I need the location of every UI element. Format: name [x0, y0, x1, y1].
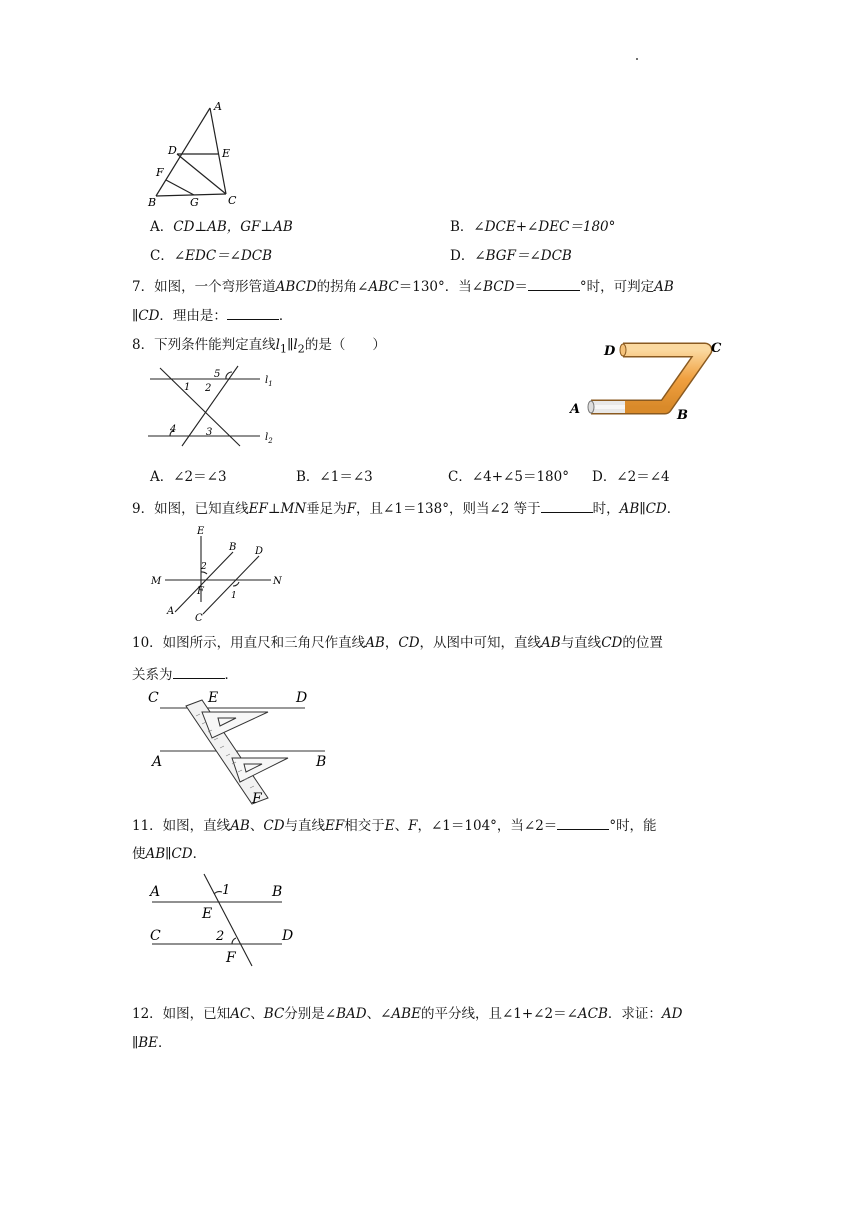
q8-label-5: 5 — [214, 369, 221, 380]
q8-option-c[interactable]: C．∠4+∠5＝180° — [448, 469, 569, 485]
q8-label-2: 2 — [205, 383, 212, 394]
q10-label-f: F — [252, 791, 262, 807]
q8-label-1: 1 — [184, 382, 191, 393]
q12-line2: ∥BE． — [132, 1035, 172, 1051]
q9-label-b: B — [229, 542, 237, 553]
q11-line1: 11．如图，直线AB、CD与直线EF相交于E、F，∠1＝104°，当∠2＝ °时，能 — [132, 815, 657, 835]
q8-stem: 8．下列条件能判定直线$l_1\parallel l_2$的是（ ） — [132, 337, 386, 356]
q10-line2: 关系为 ． — [132, 664, 238, 684]
q11-label-d: D — [282, 928, 294, 944]
q11-label-b: B — [272, 884, 283, 900]
q11-label-a: A — [150, 884, 161, 900]
q6-label-d: D — [168, 144, 177, 157]
q11-label-2: 2 — [216, 929, 225, 944]
q10-label-e: E — [208, 690, 219, 706]
q11-line2: 使AB∥CD． — [132, 846, 207, 862]
q7-line1: 7．如图，一个弯形管道ABCD的拐角∠ABC＝130°．当∠BCD＝ °时，可判定AB — [132, 276, 674, 296]
q7-answer-blank-1[interactable] — [528, 276, 580, 291]
q6-option-c[interactable]: C．∠EDC＝∠DCB — [150, 248, 273, 264]
page-dot — [636, 58, 638, 60]
q7-label-a: A — [570, 402, 581, 417]
q6-label-g: G — [190, 196, 199, 208]
q11-label-c: C — [150, 928, 161, 944]
q6-label-a: A — [214, 100, 222, 113]
q6-label-e: E — [222, 147, 231, 160]
q6-option-d[interactable]: D．∠BGF＝∠DCB — [450, 248, 572, 264]
q6-label-c: C — [228, 194, 237, 207]
q6-label-f: F — [156, 166, 164, 179]
q9-figure — [145, 522, 295, 622]
q11-answer-blank[interactable] — [557, 815, 609, 830]
q7-pipe-figure — [565, 335, 735, 430]
q9-answer-blank[interactable] — [541, 498, 593, 513]
q9-stem: 9．如图，已知直线EF⊥MN垂足为F，且∠1＝138°，则当∠2 等于 时，AB∥CD． — [132, 498, 680, 518]
q10-label-a: A — [152, 754, 163, 770]
q6-option-b[interactable]: B．∠DCE+∠DEC＝180° — [450, 219, 616, 235]
q10-line1: 10．如图所示，用直尺和三角尺作直线AB，CD，从图中可知，直线AB与直线CD的位置 — [132, 635, 663, 651]
q7-label-d: D — [604, 344, 616, 359]
q8-label-l2: $l_2$ — [265, 432, 273, 445]
q8-label-3: 3 — [206, 427, 213, 438]
q7-line2: ∥CD．理由是： ． — [132, 305, 292, 325]
q8-option-a[interactable]: A．∠2＝∠3 — [150, 469, 227, 485]
q10-ruler-figure — [140, 686, 340, 808]
q9-label-f: F — [197, 586, 204, 597]
q8-label-4: 4 — [170, 424, 177, 435]
q9-label-a: A — [167, 606, 175, 617]
q9-label-2: 2 — [201, 562, 207, 572]
q6-option-a[interactable]: A．CD⊥AB，GF⊥AB — [150, 219, 293, 235]
q12-line1: 12．如图，已知AC、BC分别是∠BAD、∠ABE的平分线，且∠1+∠2＝∠ACB．求证：AD — [132, 1006, 683, 1022]
q7-label-c: C — [711, 341, 722, 356]
q11-label-e: E — [202, 906, 213, 922]
q7-label-b: B — [677, 408, 688, 423]
q8-label-l1: $l_1$ — [265, 375, 273, 388]
q6-label-b: B — [148, 196, 157, 208]
q9-label-m: M — [151, 576, 162, 587]
q11-figure — [142, 870, 302, 970]
q11-label-1: 1 — [222, 883, 231, 898]
q8-option-b[interactable]: B．∠1＝∠3 — [296, 469, 373, 485]
q9-label-n: N — [273, 576, 282, 587]
q9-label-e: E — [197, 526, 205, 537]
q8-option-d[interactable]: D．∠2＝∠4 — [592, 469, 670, 485]
q9-label-c: C — [195, 613, 203, 622]
q8-lines-figure — [140, 360, 290, 450]
q9-label-d: D — [255, 546, 264, 557]
q9-label-1: 1 — [231, 591, 237, 601]
q10-answer-blank[interactable] — [173, 664, 225, 679]
q10-label-b: B — [316, 754, 327, 770]
q10-label-d: D — [296, 690, 308, 706]
q6-triangle-figure — [140, 98, 250, 208]
q7-answer-blank-2[interactable] — [227, 305, 279, 320]
q10-label-c: C — [148, 690, 159, 706]
q11-label-f: F — [226, 950, 236, 966]
